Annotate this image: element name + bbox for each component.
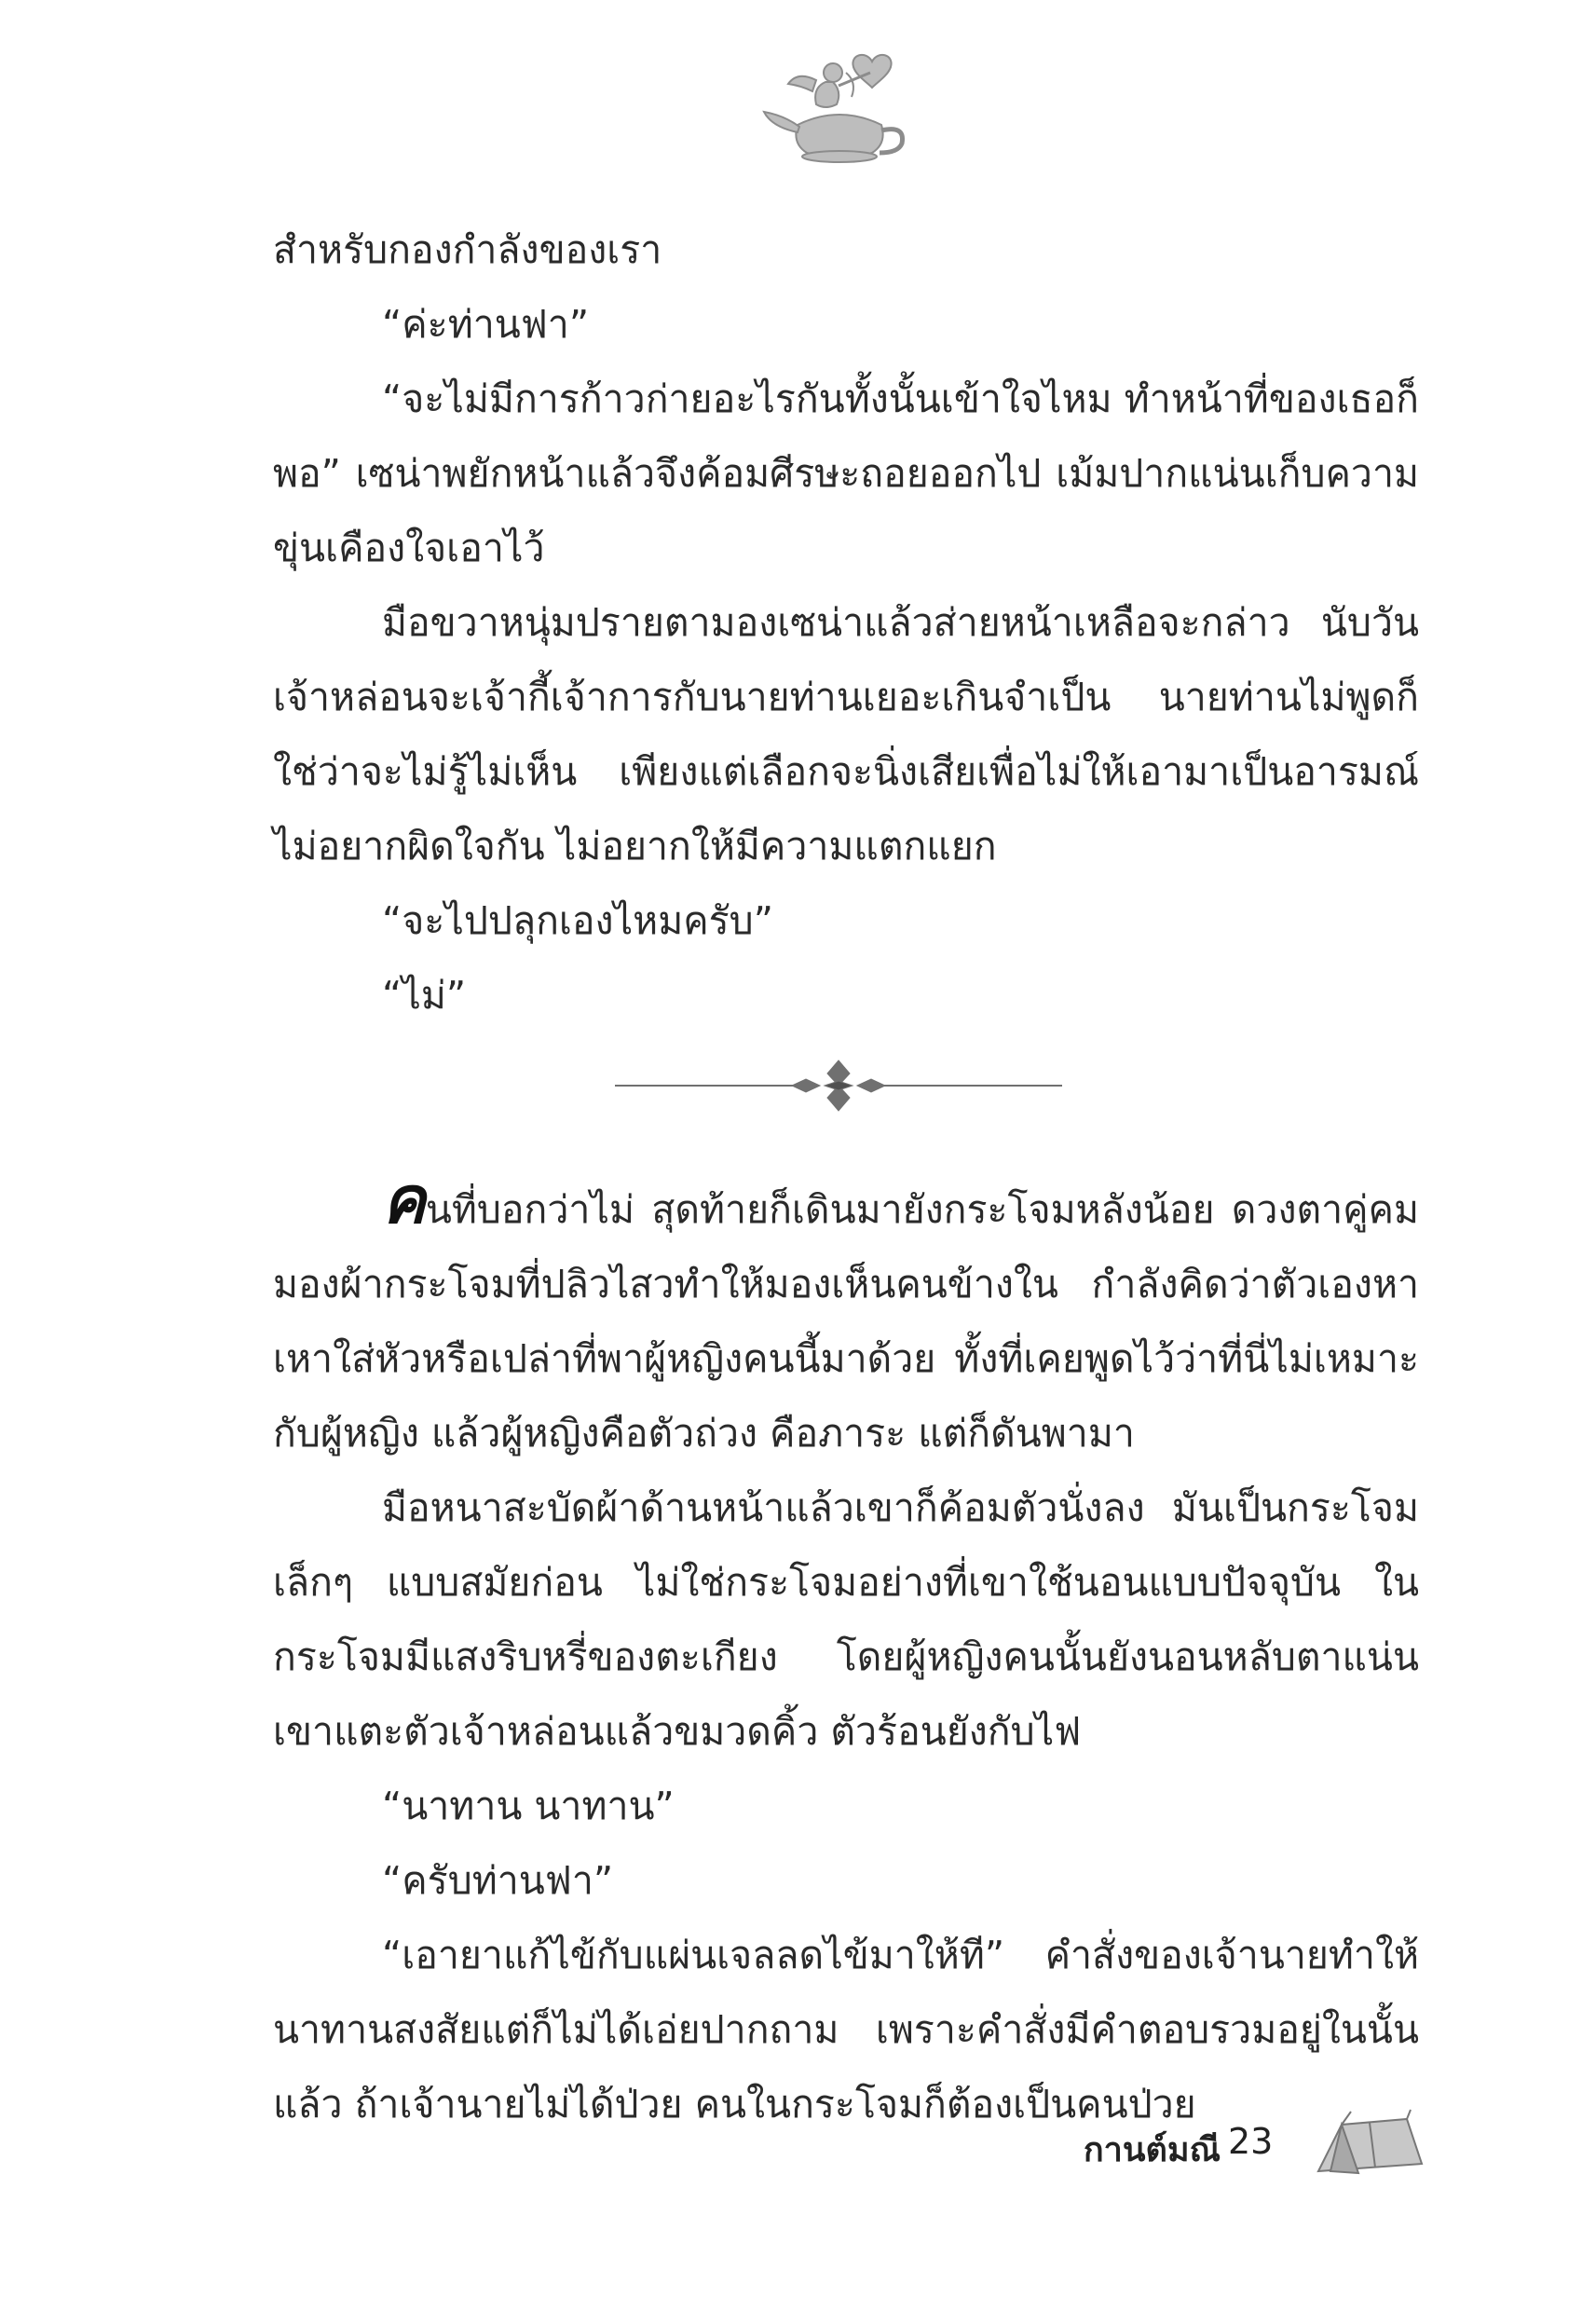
paragraph-text: นที่บอกว่าไม่ สุดท้ายก็เดินมายังกระโจมหลังน้อย ดวงตาคู่คมมองผ้ากระโจมที่ปลิวไสวทำให้มองเห็นคนข้างใน กำลังคิดว่าตัวเองหาเหาใส่หัวหรือเปล่าที่พาผู้หญิงคนนี้มาด้วย ทั้งที่เคยพูดไว้ว่าที่นี่ไม่เหมาะกับผู้หญิง แล้วผู้หญิงคือตัวถ่วง คือภาระ แต่ก็ดันพามา [273, 1187, 1419, 1456]
paragraph: “เอายาแก้ไข้กับแผ่นเจลลดไข้มาให้ที” คำสั่งของเจ้านายทำให้นาทานสงสัยแต่ก็ไม่ได้เอ่ยปากถาม เพราะคำสั่งมีคำตอบรวมอยู่ในนั้นแล้ว ถ้าเจ้านายไม่ได้ป่วย คนในกระโจมก็ต้องเป็นคนป่วย [273, 1933, 1419, 2126]
dialogue-line: “จะไปปลุกเองไหมครับ” [382, 898, 773, 943]
paragraph: “จะไม่มีการก้าวก่ายอะไรกันทั้งนั้นเข้าใจไหม ทำหน้าที่ของเธอก็พอ” เซน่าพยักหน้าแล้วจึงค้อมศีรษะถอยออกไป เม้มปากแน่นเก็บความขุ่นเคืองใจเอาไว้ [273, 376, 1419, 570]
diamond-flourish-icon [615, 1053, 1062, 1118]
dialogue-line: “นาทาน นาทาน” [382, 1784, 675, 1828]
paragraph-continued: สำหรับกองกำลังของเรา [273, 227, 662, 272]
drop-cap: ค [382, 1162, 426, 1238]
paragraph: มือหนาสะบัดผ้าด้านหน้าแล้วเขาก็ค้อมตัวนั่งลง มันเป็นกระโจมเล็กๆ แบบสมัยก่อน ไม่ใช่กระโจมอย่างที่เขาใช้นอนแบบปัจจุบัน ในกระโจมมีแสงริบหรี่ของตะเกียง โดยผู้หญิงคนนั้นยังนอนหลับตาแน่น เขาแตะตัวเจ้าหล่อนแล้วขมวดคิ้ว ตัวร้อนยังกับไฟ [273, 1485, 1419, 1754]
section-1 [273, 212, 1419, 1032]
tent-icon [1314, 2106, 1425, 2181]
dialogue-line: “ครับท่านฟา” [382, 1858, 614, 1903]
dialogue-line: “ไม่” [382, 973, 467, 1018]
page-number: 23 [1228, 2121, 1274, 2162]
paragraph: มือขวาหนุ่มปรายตามองเซน่าแล้วส่ายหน้าเหลือจะกล่าว นับวันเจ้าหล่อนจะเจ้ากี้เจ้าการกับนายท่านเยอะเกินจำเป็น นายท่านไม่พูดก็ใช่ว่าจะไม่รู้ไม่เห็น เพียงแต่เลือกจะนิ่งเสียเพื่อไม่ให้เอามาเป็นอารมณ์ ไม่อยากผิดใจกัน ไม่อยากให้มีความแตกแยก [273, 600, 1419, 868]
section-2 [273, 1162, 1419, 2141]
paragraph-with-drop-cap [273, 1162, 1419, 1470]
book-title: กานต์มณี [1083, 2131, 1221, 2169]
dialogue-line: “ค่ะท่านฟา” [382, 302, 590, 347]
cupid-teapot-icon [760, 45, 919, 166]
